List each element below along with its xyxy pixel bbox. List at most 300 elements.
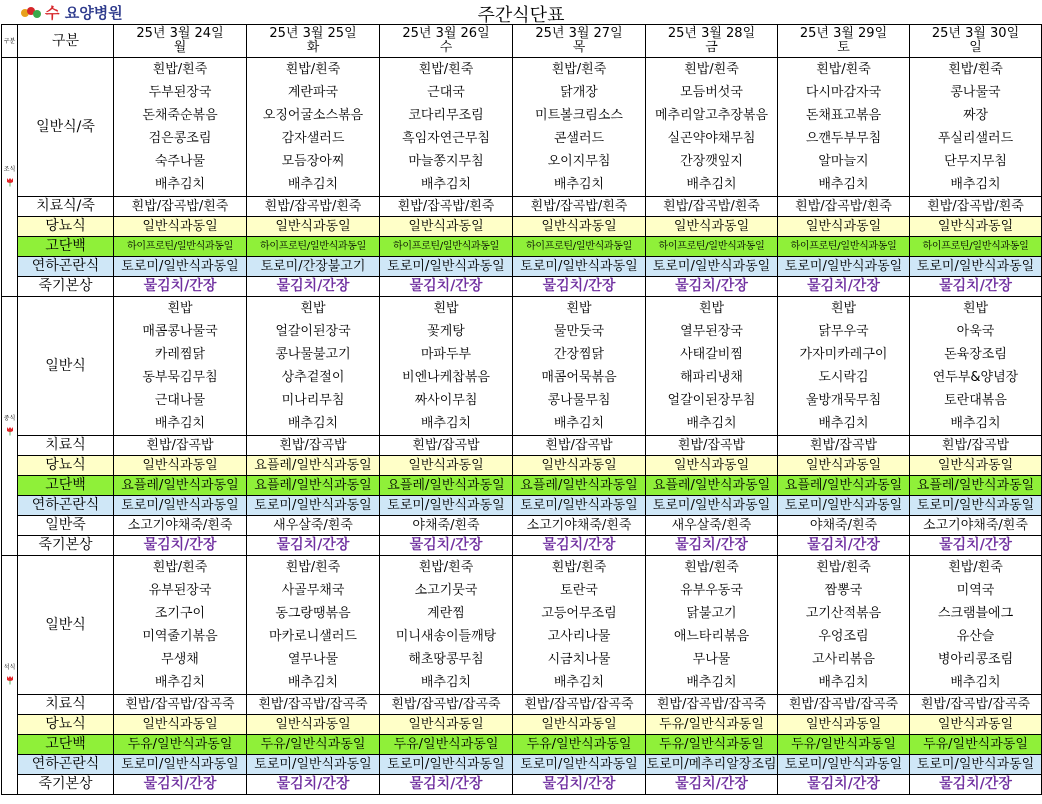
diet-cell-text: 일반식과동일 [937,717,1014,732]
diet-cell-text: 흰밥/잡곡밥/잡곡죽 [788,697,899,712]
diet-cell-text: 흰밥/잡곡밥/잡곡죽 [258,697,368,712]
diet-cell [380,476,513,496]
diet-cell [380,715,513,735]
menu-item: 동그랑땡볶음 [275,606,351,621]
diet-cell-text: 물김치/간장 [807,278,880,294]
diet-cell-text: 일반식과동일 [142,717,218,732]
day-of-week: 일 [969,40,982,55]
diet-cell-text: 토로미/일반식과동일 [520,259,638,274]
diet-cell [910,516,1042,536]
diet-cell [513,456,646,476]
diet-cell [778,456,910,476]
diet-cell-text: 물김치/간장 [939,537,1012,553]
diet-cell [646,516,778,536]
menu-item: 계란파국 [287,85,339,100]
diet-cell [646,735,778,755]
general-row [2,556,1042,695]
diet-cell-text: 하이프로틴/일반식과동일 [126,241,234,252]
diet-cell [247,735,380,755]
diet-cell-text: 일반식과동일 [142,219,218,234]
diet-cell [646,715,778,735]
day-of-week: 월 [173,40,187,55]
diet-cell-text: 흰밥/잡곡밥 [146,438,214,453]
diet-cell [114,277,247,297]
menu-item: 울방개묵무침 [805,393,882,408]
diet-cell-text: 토로미/일반식과동일 [121,498,239,513]
menu-item: 돈육장조림 [944,347,1007,362]
diet-cell-text: 물김치/간장 [409,278,483,294]
menu-item: 검은콩조림 [148,131,212,146]
diet-cell [646,237,778,257]
menu-item: 배추김치 [287,177,339,192]
diet-cell-text: 두유/일반식과동일 [127,737,233,752]
meal-side-label [2,556,18,795]
menu-cell [380,58,513,197]
diet-cell [513,695,646,715]
diet-cell [247,277,380,297]
menu-item: 흰밥/흰죽 [684,62,739,77]
diet-cell [114,775,247,795]
diet-cell-text: 물김치/간장 [542,537,616,553]
day-date: 25년 3월 28일 [667,26,756,41]
menu-item: 비엔나케찹볶음 [402,370,490,385]
diet-row [2,257,1042,277]
menu-item: 배추김치 [950,177,1001,192]
diet-label: 연하곤란식 [18,496,114,516]
menu-item: 감자샐러드 [281,131,345,146]
menu-item: 알마늘지 [818,154,869,169]
diet-label: 치료식 [18,436,114,456]
diet-cell [380,436,513,456]
menu-item: 숙주나물 [154,154,206,169]
day-date: 25년 3월 25일 [269,26,357,41]
diet-cell-text: 흰밥/잡곡밥/잡곡죽 [391,697,501,712]
diet-label: 일반죽 [18,516,114,536]
diet-cell-text: 물김치/간장 [143,776,217,792]
diet-cell-text: 새우살죽/흰죽 [273,518,353,533]
diet-label: 연하곤란식 [18,755,114,775]
menu-item: 시금치나물 [547,652,611,667]
diet-cell-text: 하이프로틴/일반식과동일 [922,241,1029,252]
diet-cell [513,516,646,536]
diet-cell-text: 일반식과동일 [673,458,750,473]
menu-item: 연두부&양념장 [932,370,1019,385]
diet-cell-text: 토로미/일반식과동일 [254,498,372,513]
menu-cell [513,556,646,695]
day-header [646,25,778,58]
menu-item: 콩나물무침 [547,393,611,408]
meal-side-text: 조식 [3,165,16,173]
diet-cell-text: 두유/일반식과동일 [260,737,366,752]
diet-cell [380,496,513,516]
diet-cell-text: 물김치/간장 [143,278,217,294]
diet-cell-text: 흰밥/잡곡밥 [809,438,878,453]
diet-row [2,277,1042,297]
diet-cell [646,536,778,556]
menu-cell [910,556,1042,695]
menu-item: 마늘쫑지무침 [408,154,484,169]
diet-cell [778,217,910,237]
menu-item: 배추김치 [950,416,1001,431]
menu-item: 미트볼크림소스 [535,108,623,123]
diet-cell [380,257,513,277]
menu-item: 마카로니샐러드 [269,629,357,644]
menu-item: 흰밥 [698,301,725,316]
diet-cell-text: 물김치/간장 [276,776,350,792]
menu-item: 동부묵김무침 [142,370,218,385]
diet-cell [910,496,1042,516]
diet-cell-text: 흰밥/잡곡밥 [677,438,746,453]
menu-item: 흰밥/흰죽 [152,62,208,77]
menu-item: 콩나물불고기 [275,347,351,362]
diet-cell-text: 토로미/일반식과동일 [254,757,372,772]
diet-cell [910,257,1042,277]
menu-item: 흰밥 [962,301,989,316]
diet-cell [910,715,1042,735]
menu-item: 배추김치 [553,675,605,690]
diet-cell-text: 흰밥/잡곡밥 [412,438,480,453]
menu-cell [646,556,778,695]
menu-item: 꽃게탕 [427,324,465,339]
menu-item: 고기산적볶음 [805,606,882,621]
corner-label: 구분 [18,25,114,58]
menu-item: 배추김치 [287,675,339,690]
diet-cell [646,257,778,277]
menu-item: 상추겉절이 [281,370,345,385]
menu-item: 유부된장국 [148,583,212,598]
diet-cell [778,496,910,516]
diet-cell-text: 야채죽/흰죽 [809,518,878,533]
diet-cell [380,536,513,556]
diet-cell-text: 흰밥/잡곡밥/흰죽 [663,199,760,214]
diet-cell [513,277,646,297]
diet-cell-text: 요플레/일반식과동일 [520,478,638,493]
menu-item: 미니새송이들깨탕 [395,629,497,644]
diet-cell [778,695,910,715]
diet-cell-text: 일반식과동일 [275,219,351,234]
diet-cell-text: 두유/일반식과동일 [659,737,764,752]
diet-cell-text: 일반식과동일 [408,717,484,732]
menu-item: 배추김치 [154,675,206,690]
diet-label: 고단백 [18,476,114,496]
diet-cell-text: 토로미/일반식과동일 [121,757,239,772]
header-row [2,25,1042,58]
diet-cell-text: 물김치/간장 [939,776,1012,792]
diet-cell-text: 하이프로틴/일반식과동일 [658,241,765,252]
menu-item: 우엉조림 [818,629,869,644]
diet-label: 치료식/죽 [18,197,114,217]
menu-item: 짜사이무침 [414,393,478,408]
category-label: 일반식/죽 [18,58,114,197]
menu-item: 실곤약야채무침 [667,131,756,146]
menu-cell [513,58,646,197]
menu-item: 배추김치 [420,675,472,690]
day-header [910,25,1042,58]
diet-cell-text: 요플레/일반식과동일 [254,478,372,493]
diet-cell [910,217,1042,237]
menu-item: 두부된장국 [148,85,212,100]
logo-prefix: 수 [45,4,60,22]
menu-item: 흰밥 [300,301,326,316]
menu-item: 배추김치 [154,416,206,431]
diet-cell [910,436,1042,456]
menu-item: 흰밥/흰죽 [551,62,607,77]
diet-cell-text: 토로미/일반식과동일 [387,498,505,513]
diet-cell [910,237,1042,257]
menu-item: 열무된장국 [680,324,743,339]
diet-cell [380,277,513,297]
menu-item: 모듬장아찌 [281,154,345,169]
diet-row [2,476,1042,496]
diet-cell-text: 흰밥/잡곡밥/잡곡죽 [920,697,1031,712]
menu-item: 단무지무침 [944,154,1007,169]
diet-cell [513,476,646,496]
diet-cell [646,476,778,496]
diet-cell-text: 토로미/일반식과동일 [387,259,505,274]
menu-cell [114,297,247,436]
diet-cell [910,775,1042,795]
diet-cell-text: 요플레/일반식과동일 [916,478,1035,493]
menu-item: 배추김치 [686,675,737,690]
diet-cell [247,496,380,516]
menu-cell [646,58,778,197]
menu-item: 간장깻잎지 [680,154,743,169]
menu-item: 사골무채국 [281,583,345,598]
menu-item: 흑임자연근무침 [402,131,490,146]
diet-cell-text: 소고기야채죽/흰죽 [923,518,1028,533]
diet-cell [380,735,513,755]
menu-cell [910,297,1042,436]
meal-side-label [2,297,18,556]
diet-cell [778,257,910,277]
diet-cell-text: 토로미/일반식과동일 [916,757,1035,772]
diet-cell-text: 토로미/일반식과동일 [916,259,1035,274]
diet-cell [513,436,646,456]
menu-item: 마파두부 [420,347,472,362]
day-date: 25년 3월 26일 [402,26,490,41]
diet-cell [513,496,646,516]
menu-item: 고등어무조림 [541,606,617,621]
diet-cell-text: 흰밥/잡곡밥/잡곡죽 [125,697,235,712]
menu-cell [778,556,910,695]
diet-cell-text: 물김치/간장 [409,776,483,792]
diet-cell-text: 요플레/일반식과동일 [387,478,505,493]
diet-cell [513,257,646,277]
menu-item: 무생채 [161,652,199,667]
diet-row [2,456,1042,476]
diet-cell-text: 토로미/일반식과동일 [652,259,771,274]
menu-cell [513,297,646,436]
diet-cell [114,536,247,556]
diet-cell [513,536,646,556]
day-header [247,25,380,58]
diet-cell-text: 물김치/간장 [675,278,748,294]
diet-cell-text: 물김치/간장 [807,537,880,553]
diet-cell-text: 소고기야채죽/흰죽 [127,518,233,533]
day-header [513,25,646,58]
diet-cell-text: 두유/일반식과동일 [393,737,499,752]
diet-cell [778,476,910,496]
diet-cell [910,735,1042,755]
diet-cell [247,476,380,496]
diet-cell [513,237,646,257]
diet-cell [778,715,910,735]
menu-item: 콘샐러드 [553,131,605,146]
diet-cell-text: 흰밥/잡곡밥/흰죽 [795,199,892,214]
menu-cell [380,556,513,695]
day-of-week: 화 [306,40,320,55]
day-of-week: 목 [572,40,586,55]
diet-cell [910,197,1042,217]
diet-cell [513,715,646,735]
menu-item: 근대나물 [154,393,206,408]
diet-cell-text: 요플레/일반식과동일 [652,478,771,493]
diet-cell [778,277,910,297]
category-label: 일반식 [18,556,114,695]
diet-cell [114,715,247,735]
tulip-icon [6,426,14,436]
diet-cell-text: 하이프로틴/일반식과동일 [259,241,367,252]
diet-cell [646,217,778,237]
day-of-week: 수 [439,40,453,55]
menu-item: 배추김치 [420,416,472,431]
menu-item: 돈채죽순볶음 [142,108,218,123]
diet-cell [778,536,910,556]
diet-cell [910,456,1042,476]
diet-row [2,735,1042,755]
diet-cell [778,516,910,536]
diet-cell [910,755,1042,775]
menu-item: 카레찜닭 [154,347,206,362]
menu-item: 해초땅콩무침 [408,652,484,667]
diet-cell [247,516,380,536]
menu-item: 계란찜 [427,606,465,621]
menu-cell [380,297,513,436]
menu-item: 물만둣국 [553,324,605,339]
diet-cell-text: 토로미/간장불고기 [260,259,366,274]
diet-cell-text: 흰밥/잡곡밥/흰죽 [131,199,229,214]
general-row [2,297,1042,436]
menu-item: 배추김치 [818,416,869,431]
diet-cell [513,775,646,795]
diet-row [2,695,1042,715]
diet-row [2,217,1042,237]
menu-item: 닭개장 [560,85,598,100]
menu-item: 코다리무조림 [408,108,484,123]
menu-item: 가자미카레구이 [799,347,888,362]
day-date: 25년 3월 27일 [535,26,623,41]
menu-item: 토란대볶음 [944,393,1007,408]
diet-row [2,536,1042,556]
menu-item: 매콤어묵볶음 [541,370,617,385]
day-date: 25년 3월 29일 [799,26,888,41]
diet-row [2,516,1042,536]
menu-item: 흰밥/흰죽 [816,560,871,575]
diet-cell-text: 물김치/간장 [939,278,1012,294]
diet-cell-text: 일반식과동일 [541,717,617,732]
meal-side-text: 석식 [3,663,16,671]
diet-cell-text: 일반식과동일 [408,458,484,473]
menu-item: 아욱국 [956,324,995,339]
diet-cell-text: 물김치/간장 [542,776,616,792]
menu-item: 간장찜닭 [553,347,605,362]
menu-item: 미역국 [956,583,995,598]
menu-item: 흰밥/흰죽 [551,560,607,575]
menu-item: 병아리콩조림 [937,652,1014,667]
menu-item: 배추김치 [950,675,1001,690]
diet-cell-text: 흰밥/잡곡밥/흰죽 [397,199,495,214]
menu-item: 조기구이 [154,606,206,621]
diet-label: 연하곤란식 [18,257,114,277]
menu-cell [910,58,1042,197]
diet-cell [910,536,1042,556]
diet-cell [778,237,910,257]
day-header [114,25,247,58]
diet-cell-text: 일반식과동일 [937,219,1014,234]
logo-text: 요양병원 [64,4,123,22]
diet-label: 고단백 [18,735,114,755]
diet-cell-text: 일반식과동일 [805,219,882,234]
menu-cell [114,556,247,695]
diet-cell [114,237,247,257]
meal-side-label [2,58,18,297]
menu-cell [114,58,247,197]
menu-item: 미나리무침 [281,393,345,408]
diet-cell [114,695,247,715]
diet-cell-text: 물김치/간장 [276,537,350,553]
diet-cell [380,197,513,217]
diet-cell-text: 두유/일반식과동일 [659,717,764,732]
menu-item: 흰밥/흰죽 [948,560,1003,575]
diet-cell [247,456,380,476]
corner-side-label: 구분 [2,25,18,58]
diet-cell [114,516,247,536]
diet-cell-text: 토로미/일반식과동일 [652,498,771,513]
diet-cell-text: 토로미/일반식과동일 [916,498,1035,513]
diet-cell [247,436,380,456]
menu-item: 애느타리볶음 [673,629,750,644]
menu-item: 흰밥/흰죽 [418,560,474,575]
menu-cell [247,58,380,197]
diet-cell [646,456,778,476]
menu-item: 오징어굴소스볶음 [262,108,364,123]
diet-label: 죽기본상 [18,536,114,556]
menu-item: 사태갈비찜 [680,347,743,362]
diet-cell-text: 물김치/간장 [276,278,350,294]
menu-item: 배추김치 [818,675,869,690]
diet-cell [513,217,646,237]
diet-cell-text: 일반식과동일 [142,458,218,473]
menu-item: 해파리냉채 [680,370,743,385]
diet-cell-text: 일반식과동일 [805,717,882,732]
general-row [2,58,1042,197]
diet-cell-text: 물김치/간장 [675,776,748,792]
diet-cell-text: 물김치/간장 [542,278,616,294]
menu-item: 배추김치 [553,177,605,192]
diet-cell [646,755,778,775]
menu-item: 배추김치 [287,416,339,431]
menu-item: 스크램블에그 [937,606,1014,621]
menu-cell [247,556,380,695]
diet-cell-text: 요플레/일반식과동일 [121,478,239,493]
day-date: 25년 3월 30일 [931,26,1020,41]
diet-cell [910,476,1042,496]
menu-item: 흰밥/흰죽 [948,62,1003,77]
diet-cell [114,197,247,217]
diet-cell [646,277,778,297]
menu-item: 흰밥/흰죽 [816,62,871,77]
diet-cell-text: 흰밥/잡곡밥 [279,438,347,453]
